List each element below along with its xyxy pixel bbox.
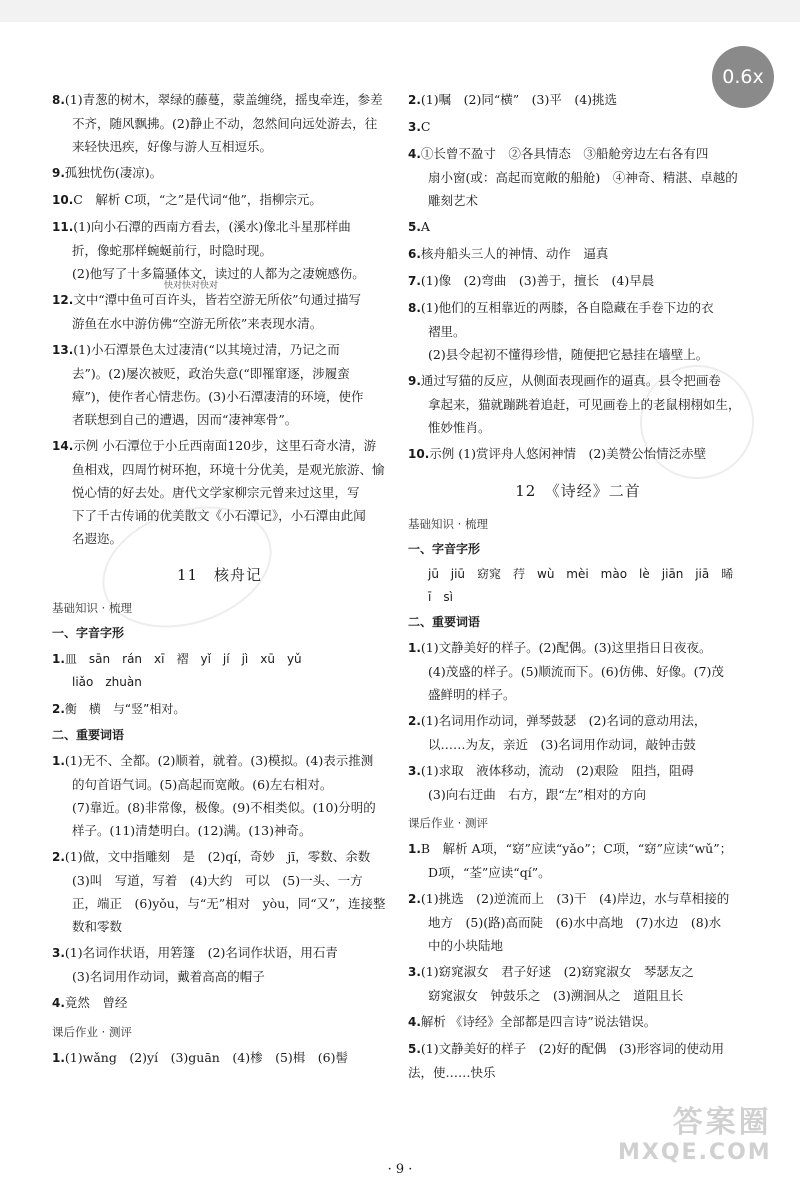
answer-text: (1)窈窕淑女 君子好逑 (2)窈窕淑女 琴瑟友之 [420, 964, 694, 979]
answer-number: 1. [52, 754, 65, 768]
answer-number: 1. [52, 1051, 65, 1065]
left-column [52, 88, 387, 1073]
homework-list-right [408, 837, 748, 1084]
answer-number: 3. [408, 764, 421, 778]
answer-number: 9. [52, 166, 65, 180]
lesson-title-11: 11 核舟记 [176, 566, 263, 584]
section-basic-knowledge-right: 基础知识 · 梳理 [408, 517, 488, 531]
answer-text-continued: 褶里。 [428, 324, 466, 339]
answer-text-continued: (3)名词用作动词，戴着高高的帽子 [72, 969, 265, 984]
answer-item [408, 837, 748, 884]
answer-item [408, 1037, 748, 1084]
answer-item [408, 709, 748, 756]
answer-item [408, 759, 748, 806]
answer-text-continued: 游鱼在水中游仿佛“空游无所依”来表现水清。 [72, 316, 323, 331]
answer-text-continued: 以……为友，亲近 (3)名词用作动词，敲钟击鼓 [428, 737, 696, 752]
answer-item [52, 338, 387, 431]
answer-text: (1)名词作状语，用箬篷 (2)名词作状语，用石青 [64, 945, 338, 960]
answer-text: A [420, 219, 430, 234]
answer-text-continued: 数和零数 [72, 919, 123, 934]
answer-text-continued: D项，“荃”应读“qí”。 [428, 865, 551, 880]
answer-text: (1)wǎng (2)yí (3)guān (4)椮 (5)楫 (6)髻 [64, 1050, 348, 1065]
answer-item [408, 88, 748, 112]
answer-item [408, 960, 748, 1007]
answer-text-continued: 瘴”)，使作者心情悲伤。(3)小石潭凄清的环境，使作 [72, 389, 364, 404]
answer-text: (1)嘱 (2)同“横” (3)平 (4)挑选 [420, 92, 618, 107]
answer-number: 10. [408, 447, 430, 461]
answer-text: 解析 《诗经》全部都是四言诗”说法错误。 [420, 1014, 657, 1029]
answer-number: 1. [408, 842, 421, 856]
answer-text-continued: 名遐迩。 [72, 531, 123, 546]
answer-item [52, 188, 387, 212]
answer-text-continued: 正，端正 (6)yǒu，与“无”相对 yòu，同“又”，连接整 [72, 896, 386, 911]
watermark-label: 快对快对快对 [164, 281, 219, 291]
answer-text-continued: 下了千古传诵的优美散文《小石潭记》，小石潭由此闻 [72, 508, 366, 523]
answer-text-continued: 盛鲜明的样子。 [428, 687, 516, 702]
answer-number: 8. [408, 301, 421, 315]
answer-item [52, 697, 387, 721]
answer-text-continued: 的句首语气词。(5)高起而宽敞。(6)左右相对。 [72, 777, 333, 792]
right-answer-list [408, 88, 748, 466]
answer-number: 2. [408, 714, 421, 728]
answer-text: (1)青葱的树木，翠绿的藤蔓，蒙盖缠绕，摇曳牵连，参差 [64, 92, 383, 107]
answer-text-continued: 惟妙惟肖。 [428, 420, 491, 435]
answer-text: 文中“潭中鱼可百许头，皆若空游无所依”句通过描写 [73, 292, 362, 307]
answer-text-continued: 拿起来，猫就蹦跳着追赶，可见画卷上的老鼠栩栩如生， [428, 397, 741, 412]
answer-text-continued: (3)向右迂曲 右方，跟“左”相对的方向 [428, 787, 646, 802]
answer-item [52, 161, 387, 185]
pinyin-list [52, 647, 387, 721]
answer-number: 12. [52, 293, 74, 307]
answer-text: 示例 (1)赏评舟人悠闲神情 (2)美赞公怡情泛赤壁 [429, 446, 707, 461]
answer-text: B 解析 A项，“窈”应读“yǎo”；C项，“窈”应读“wǔ”； [420, 841, 733, 856]
top-toolbar-strip [0, 0, 800, 22]
answer-text-continued: 中的小块陆地 [428, 938, 504, 953]
answer-item [52, 1046, 387, 1070]
answer-text-continued: 来轻快迅疾，好像与游人互相逗乐。 [72, 139, 273, 154]
answer-text: 衡 横 与“竖”相对。 [64, 702, 186, 716]
answer-number: 4. [408, 147, 421, 161]
answer-text-continued: (3)叫 写道，写着 (4)大约 可以 (5)一头、一方 [72, 873, 363, 888]
answer-item [408, 242, 748, 266]
answer-text: (1)文静美好的样子。(2)配偶。(3)这里指日日夜夜。 [420, 640, 712, 655]
answer-number: 2. [408, 93, 421, 107]
answer-item [52, 941, 387, 988]
answer-text: 皿 sān rán xī 褶 yǐ jí jì xū yǔ [64, 652, 302, 666]
answer-text-continued: (4)茂盛的样子。(5)顺流而下。(6)仿佛、好像。(7)茂 [428, 664, 724, 679]
sub-heading-pronunciation-right: 一、字音字形 [408, 542, 481, 556]
vocabulary-list-right [408, 636, 748, 806]
answer-number: 3. [52, 946, 65, 960]
answer-number: 4. [408, 1015, 421, 1029]
answer-number: 2. [52, 850, 65, 864]
answer-text-continued: 折，像蛇那样蜿蜒前行，时隐时现。 [72, 243, 273, 258]
homework-list [52, 1046, 387, 1070]
answer-text: ①长曾不盈寸 ②各具情态 ③船舱旁边左右各有四 [420, 146, 709, 161]
answer-number: 5. [408, 1042, 421, 1056]
lesson-title-12: 12 《诗经》二首 [515, 482, 641, 500]
pinyin-lines-right [408, 563, 748, 609]
answer-text-continued: 鱼相戏，四周竹树环抱，环境十分优美，是观光旅游、愉 [72, 462, 385, 477]
answer-text-continued: 悦心情的好去处。唐代文学家柳宗元曾来过这里，写 [72, 485, 360, 500]
answer-text: 示例 小石潭位于小丘西南面120步，这里石奇水清，游 [73, 438, 377, 453]
answer-text: (1)挑选 (2)逆流而上 (3)干 (4)岸边，水与草相接的 [420, 891, 730, 906]
answer-item [52, 647, 387, 694]
left-answer-list [52, 88, 387, 550]
answer-number: 13. [52, 343, 74, 357]
pinyin-line: jū jiū 窈窕 荇 wù mèi mào lè jiān jiā 晞 [428, 567, 734, 581]
answer-number: 5. [408, 220, 421, 234]
pinyin-line: ī sì [428, 590, 453, 604]
answer-number: 3. [408, 965, 421, 979]
answer-item [408, 442, 748, 466]
answer-item [52, 288, 387, 335]
answer-text: 竟然 曾经 [64, 995, 128, 1010]
answer-text-continued: (7)靠近。(8)非常像，极像。(9)不相类似。(10)分明的 [72, 800, 376, 815]
answer-text: C [420, 119, 431, 134]
brand-watermark [618, 1105, 772, 1168]
answer-text: (1)做，文中指雕刻 是 (2)qí，奇妙 jī，零数、余数 [64, 849, 371, 864]
answer-item [408, 369, 748, 439]
brand-name: 答案圈 [672, 1105, 772, 1140]
answer-number: 14. [52, 439, 74, 453]
answer-text: (1)文静美好的样子 (2)好的配偶 (3)形容词的使动用法，使……快乐 [408, 1041, 725, 1080]
vocabulary-list [52, 749, 387, 1015]
answer-text: (1)他们的互相靠近的两膝，各自隐藏在手卷下边的衣 [420, 300, 714, 315]
answer-text-continued: 雕刻艺术 [428, 193, 479, 208]
answer-text: 孤独忧伤(凄凉)。 [64, 165, 163, 180]
page-number: · 9 · [387, 1162, 413, 1177]
section-homework-right: 课后作业 · 测评 [408, 816, 488, 830]
answer-text: (1)名词用作动词，弹琴鼓瑟 (2)名词的意动用法， [420, 713, 707, 728]
answer-number: 1. [408, 641, 421, 655]
answer-item [408, 636, 748, 706]
answer-text-continued: 者联想到自己的遭遇，因而“凄神寒骨”。 [72, 412, 298, 427]
answer-number: 6. [408, 247, 421, 261]
answer-item [52, 845, 387, 938]
answer-number: 4. [52, 996, 65, 1010]
answer-text: (1)小石潭景色太过凄清(“以其境过清，乃记之而 [73, 342, 340, 357]
answer-item [408, 142, 748, 212]
answer-text: (1)求取 液体移动，流动 (2)艰险 阻挡，阻碍 [420, 763, 694, 778]
zoom-level-label: 0.6x [722, 66, 764, 88]
answer-item [52, 749, 387, 842]
section-basic-knowledge: 基础知识 · 梳理 [52, 601, 132, 615]
answer-number: 11. [52, 220, 74, 234]
answer-text: (1)无不、全都。(2)顺着，就着。(3)模拟。(4)表示推测 [64, 753, 374, 768]
section-homework: 课后作业 · 测评 [52, 1025, 132, 1039]
answer-text-continued: 扇小窗(或：高起而宽敞的船舱) ④神奇、精湛、卓越的 [428, 170, 738, 185]
answer-number: 1. [52, 652, 65, 666]
answer-text-continued: 样子。(11)清楚明白。(12)满。(13)神奇。 [72, 823, 312, 838]
answer-text: (1)像 (2)弯曲 (3)善于，擅长 (4)早晨 [420, 273, 655, 288]
answer-item [408, 269, 748, 293]
answer-number: 9. [408, 374, 421, 388]
answer-text-continued: (2)县令起初不懂得珍惜，随便把它悬挂在墙壁上。 [428, 347, 709, 362]
answer-text-continued: 去”)。(2)屡次被贬，政治失意(“即罹窜逐，涉履蛮 [72, 366, 350, 381]
answer-number: 7. [408, 274, 421, 288]
answer-item [52, 434, 387, 550]
answer-number: 10. [52, 193, 74, 207]
answer-item [52, 991, 387, 1015]
right-column [408, 88, 748, 1087]
answer-number: 8. [52, 93, 65, 107]
answer-item [52, 88, 387, 158]
answer-text: C 解析 C项，“之”是代词“他”，指柳宗元。 [73, 192, 322, 207]
answer-text: (1)向小石潭的西南方看去，(溪水)像北斗星那样曲 [73, 219, 351, 234]
answer-text: 核舟船头三人的神情、动作 逼真 [420, 246, 609, 261]
answer-text-continued: 窈窕淑女 钟鼓乐之 (3)溯洄从之 道阻且长 [428, 988, 684, 1003]
sub-heading-vocabulary: 二、重要词语 [52, 728, 125, 742]
sub-heading-pronunciation: 一、字音字形 [52, 626, 125, 640]
answer-item [408, 887, 748, 957]
answer-number: 2. [408, 892, 421, 906]
answer-item [408, 1010, 748, 1034]
answer-text-continued: 地方 (5)(路)高而陡 (6)水中高地 (7)水边 (8)水 [428, 915, 722, 930]
answer-text-continued: 不齐，随风飘拂。(2)静止不动，忽然间向远处游去，往 [72, 116, 378, 131]
answer-text: 通过写猫的反应，从侧面表现画作的逼真。县令把画卷 [420, 373, 721, 388]
brand-domain: MXQE.COM [618, 1140, 772, 1165]
answer-item [408, 296, 748, 366]
sub-heading-vocabulary-right: 二、重要词语 [408, 615, 481, 629]
answer-number: 2. [52, 702, 65, 716]
answer-number: 3. [408, 120, 421, 134]
answer-item [52, 215, 387, 285]
answer-text-continued: liǎo zhuàn [72, 675, 142, 689]
answer-item [408, 115, 748, 139]
answer-text-continued: (2)他写了十多篇骚体文，读过的人都为之凄婉感伤。 [72, 266, 365, 281]
answer-item [408, 215, 748, 239]
